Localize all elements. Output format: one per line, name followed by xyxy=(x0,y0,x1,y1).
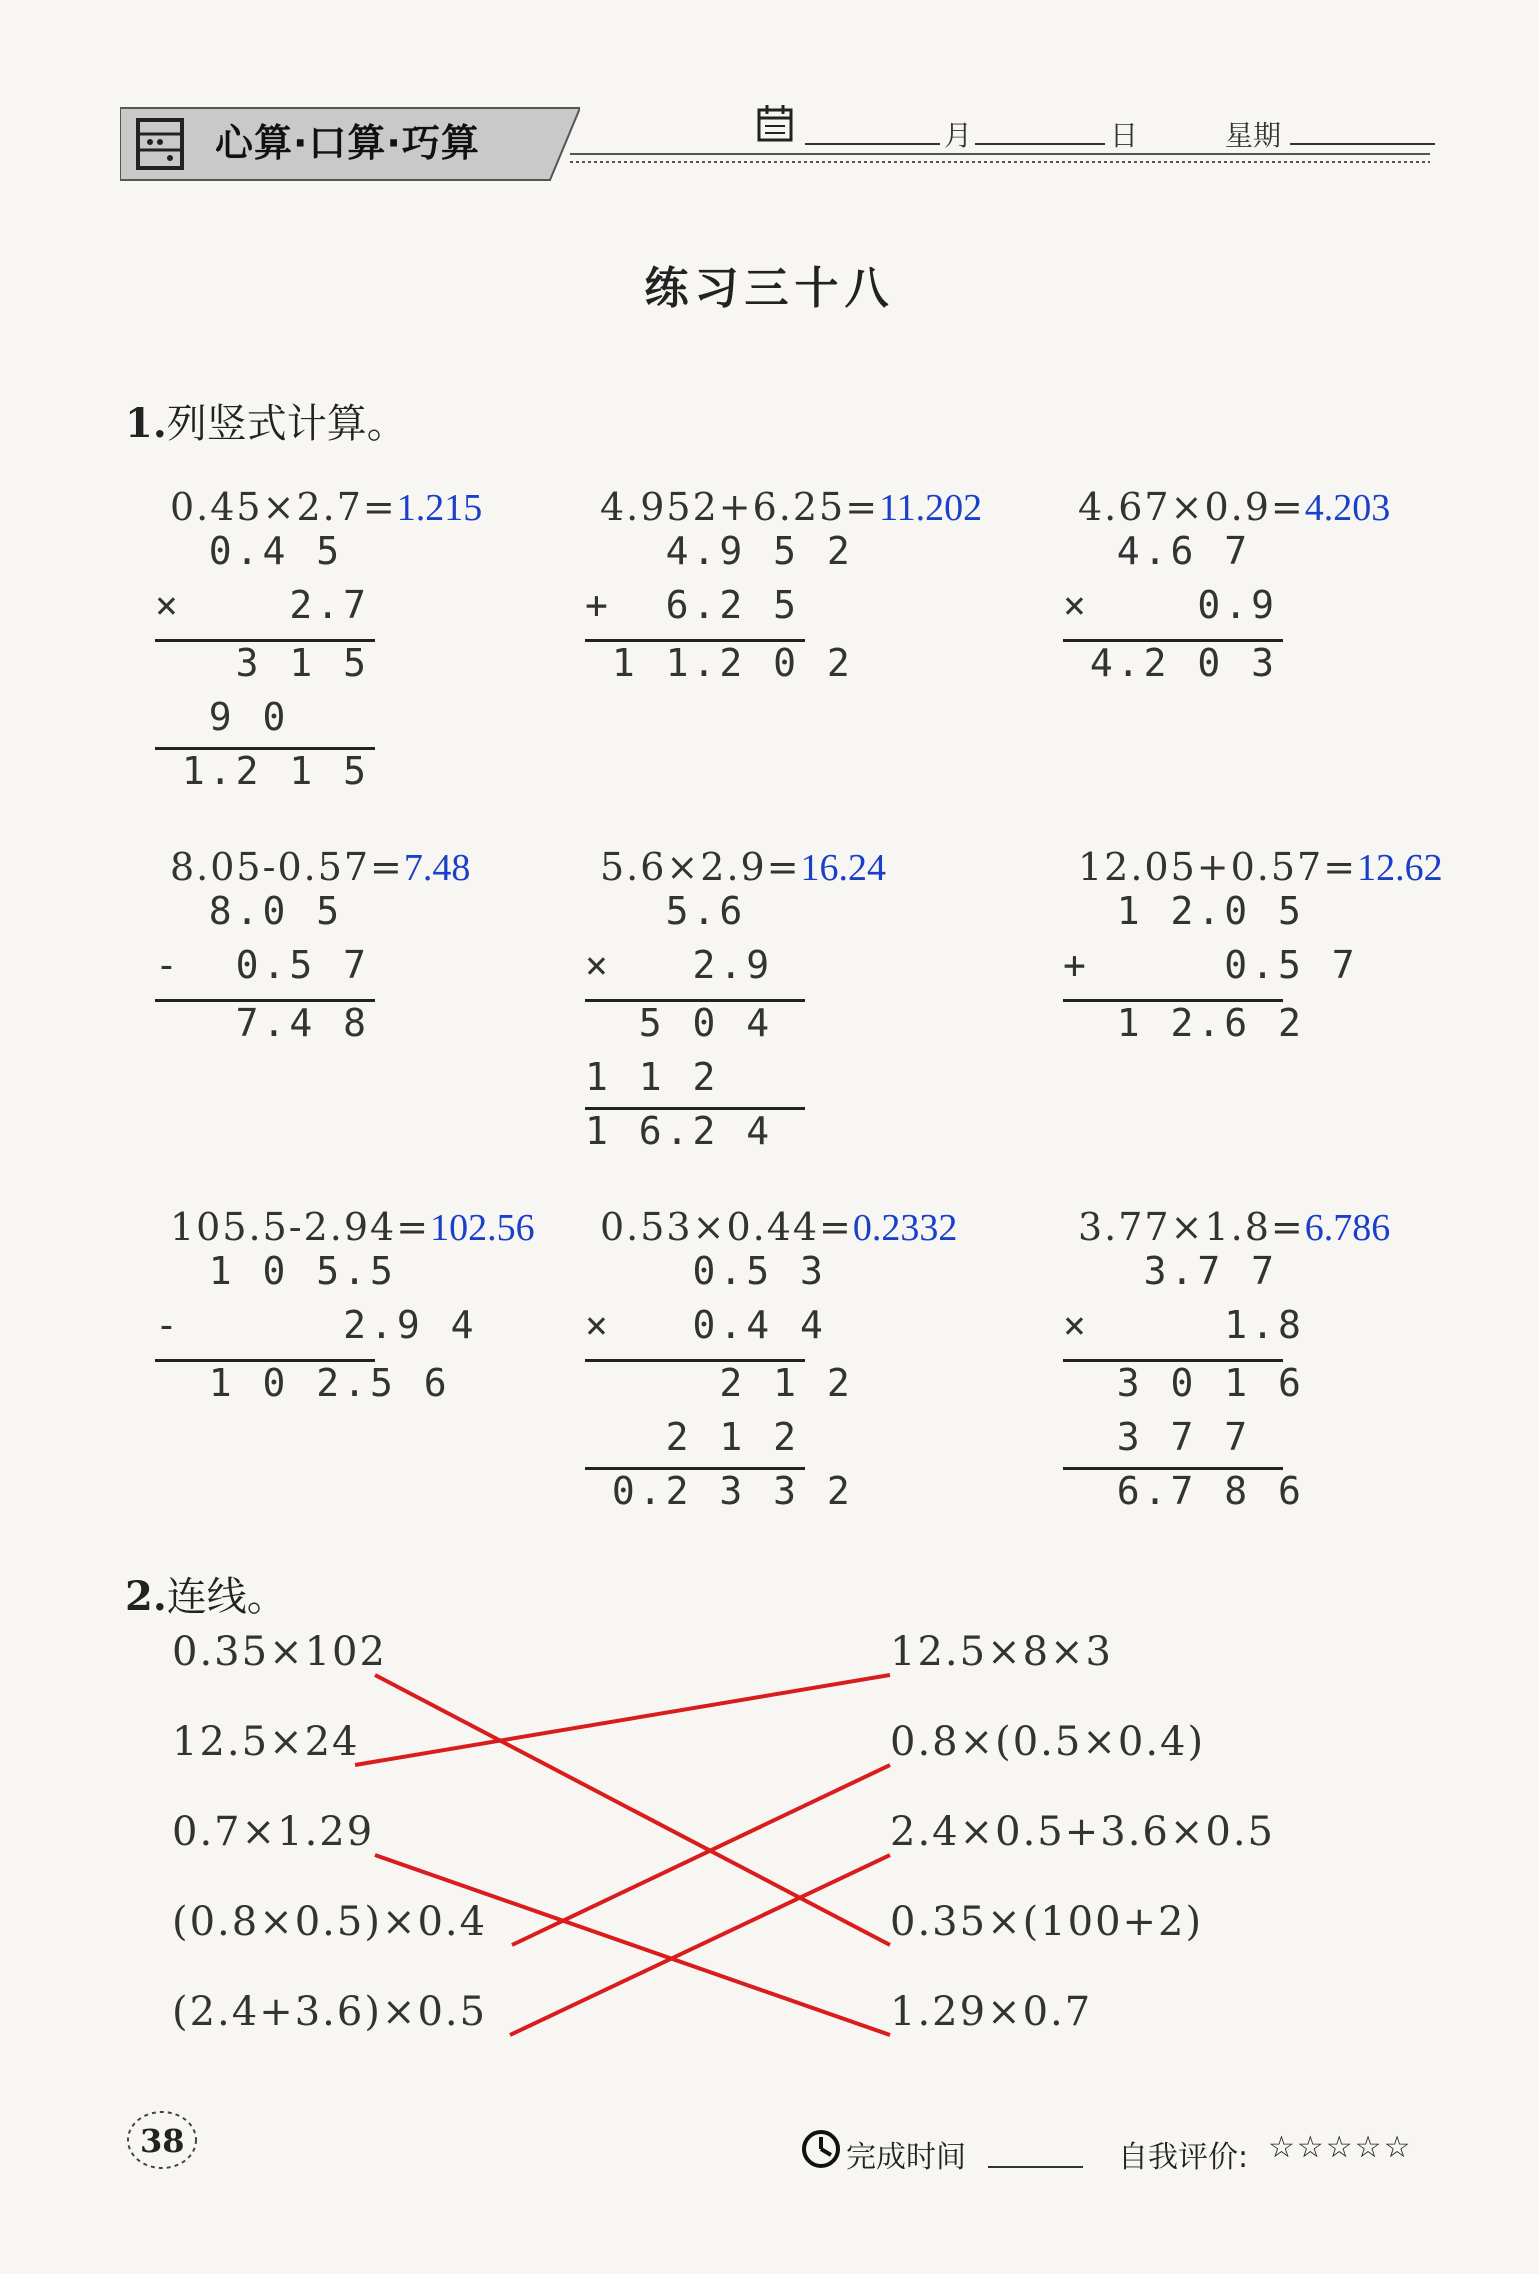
calc-operand-row: 4.9 5 2 xyxy=(585,529,854,573)
day-label: 日 xyxy=(1110,119,1139,152)
match-left-item[interactable]: 0.7×1.29 xyxy=(172,1809,375,1855)
rating-stars: ☆☆☆☆☆ xyxy=(1268,2130,1413,2165)
match-left-item[interactable]: 0.35×102 xyxy=(172,1629,387,1675)
match-line xyxy=(510,1855,890,2035)
problem-expression: 105.5-2.94=102.56 xyxy=(170,1205,535,1249)
match-right-item[interactable]: 0.35×(100+2) xyxy=(890,1899,1204,1945)
calc-operand-row: 1 2.0 5 xyxy=(1063,889,1305,933)
match-left-item[interactable]: (0.8×0.5)×0.4 xyxy=(172,1899,488,1945)
calc-operand-row: × 2.9 xyxy=(585,943,774,987)
match-right-item[interactable]: 12.5×8×3 xyxy=(890,1629,1113,1675)
problem-expression: 5.6×2.9=16.24 xyxy=(600,845,887,889)
calc-result-row: 7.4 8 xyxy=(155,1001,371,1045)
clock-icon xyxy=(800,2128,842,2170)
page-number: 38 xyxy=(140,2122,185,2160)
calc-result-row: 6.7 8 6 xyxy=(1063,1469,1305,1513)
section2-number: 2. xyxy=(125,1573,167,1620)
match-line xyxy=(512,1765,890,1945)
calc-partial-row: 2 1 2 xyxy=(585,1415,801,1459)
calc-result-row: 1.2 1 5 xyxy=(155,749,371,793)
problem-expression: 4.67×0.9=4.203 xyxy=(1078,485,1391,529)
self-rating-label: 自我评价: xyxy=(1118,2140,1249,2175)
calc-operand-row: 4.6 7 xyxy=(1063,529,1252,573)
match-right-item[interactable]: 1.29×0.7 xyxy=(890,1989,1093,2035)
calc-operand-row: 0.4 5 xyxy=(155,529,344,573)
calc-partial-row: 3 0 1 6 xyxy=(1063,1361,1305,1405)
problem-expression: 12.05+0.57=12.62 xyxy=(1078,845,1443,889)
calc-partial-row: 1 1 2 xyxy=(585,1055,720,1099)
page-title: 练习三十八 xyxy=(644,263,895,314)
problem-answer: 16.24 xyxy=(800,847,887,889)
match-left-item[interactable]: 12.5×24 xyxy=(172,1719,360,1765)
section1-title: 列竖式计算。 xyxy=(166,401,407,447)
problem-answer: 11.202 xyxy=(879,487,983,529)
problem-expression: 4.952+6.25=11.202 xyxy=(600,485,983,529)
problem-answer: 1.215 xyxy=(396,487,483,529)
problem-expression: 3.77×1.8=6.786 xyxy=(1078,1205,1391,1249)
week-label: 星期 xyxy=(1225,119,1282,152)
problem-answer: 12.62 xyxy=(1357,847,1443,889)
problem-answer: 6.786 xyxy=(1304,1207,1391,1249)
calc-operand-row: × 2.7 xyxy=(155,583,371,627)
calc-operand-row: + 0.5 7 xyxy=(1063,943,1359,987)
section1-number: 1. xyxy=(125,400,167,447)
calc-operand-row: × 0.4 4 xyxy=(585,1303,827,1347)
match-right-item[interactable]: 0.8×(0.5×0.4) xyxy=(890,1719,1206,1765)
match-right-item[interactable]: 2.4×0.5+3.6×0.5 xyxy=(890,1809,1275,1855)
calc-result-row: 1 6.2 4 xyxy=(585,1109,774,1153)
match-line xyxy=(355,1675,890,1765)
completion-time-label: 完成时间 xyxy=(846,2140,966,2175)
calc-operand-row: 1 0 5.5 xyxy=(155,1249,397,1293)
calc-result-row: 1 1.2 0 2 xyxy=(585,641,854,685)
problem-expression: 0.45×2.7=1.215 xyxy=(170,485,483,529)
problem-answer: 0.2332 xyxy=(852,1207,958,1249)
calc-result-row: 4.2 0 3 xyxy=(1063,641,1279,685)
problem-expression: 8.05-0.57=7.48 xyxy=(170,845,471,889)
match-line xyxy=(375,1855,890,2035)
calc-operand-row: - 0.5 7 xyxy=(155,943,371,987)
banner-title: 心算·口算·巧算 xyxy=(215,121,480,165)
match-line xyxy=(375,1675,890,1945)
calc-operand-row: 3.7 7 xyxy=(1063,1249,1279,1293)
problem-answer: 102.56 xyxy=(430,1207,535,1249)
calc-operand-row: + 6.2 5 xyxy=(585,583,801,627)
calc-operand-row: - 2.9 4 xyxy=(155,1303,478,1347)
calc-operand-row: 0.5 3 xyxy=(585,1249,827,1293)
problem-answer: 4.203 xyxy=(1304,487,1391,529)
completion-time-blank xyxy=(988,2166,1083,2168)
calc-result-row: 0.2 3 3 2 xyxy=(585,1469,854,1513)
calc-partial-row: 3 7 7 xyxy=(1063,1415,1252,1459)
calc-partial-row: 9 0 xyxy=(155,695,290,739)
section2-title: 连线。 xyxy=(166,1574,287,1620)
calc-partial-row: 5 0 4 xyxy=(585,1001,774,1045)
calc-operand-row: × 1.8 xyxy=(1063,1303,1305,1347)
calc-partial-row: 3 1 5 xyxy=(155,641,371,685)
calc-operand-row: 8.0 5 xyxy=(155,889,344,933)
problem-expression: 0.53×0.44=0.2332 xyxy=(600,1205,958,1249)
calc-operand-row: × 0.9 xyxy=(1063,583,1279,627)
problem-answer: 7.48 xyxy=(403,847,471,889)
month-label: 月 xyxy=(944,119,973,152)
calc-result-row: 1 0 2.5 6 xyxy=(155,1361,451,1405)
calc-result-row: 1 2.6 2 xyxy=(1063,1001,1305,1045)
calc-operand-row: 5.6 xyxy=(585,889,747,933)
match-left-item[interactable]: (2.4+3.6)×0.5 xyxy=(172,1989,488,2035)
calc-partial-row: 2 1 2 xyxy=(585,1361,854,1405)
